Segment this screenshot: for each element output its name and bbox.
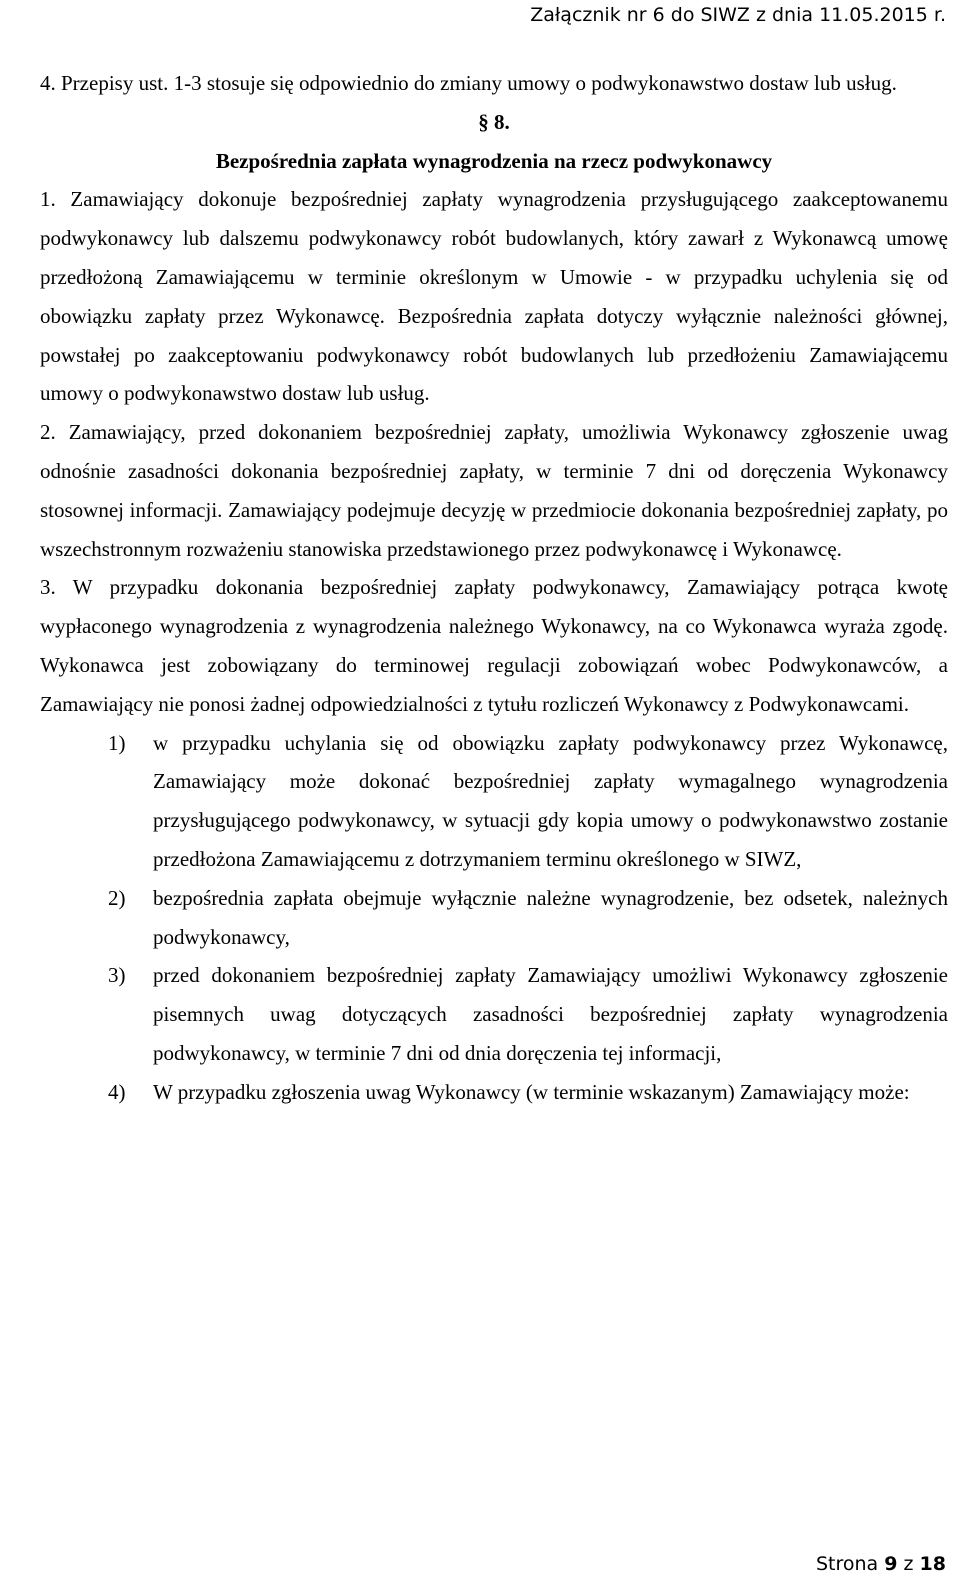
document-body [40, 64, 948, 1112]
paragraph-1: 1. Zamawiający dokonuje bezpośredniej zapłaty wynagrodzenia przysługującego zaakceptowanemu podwykonawcy lub dalszemu podwykonawcy robót budowlanych, który zawarł z Wykonawcą umowę przedłożoną Zamawiającemu w terminie określonym w Umowie - w przypadku uchylenia się od obowiązku zapłaty przez Wykonawcę. Bezpośrednia zapłata dotyczy wyłącznie należności głównej, powstałej po zaakceptowaniu podwykonawcy robót budowlanych lub przedłożeniu Zamawiającemu umowy o podwykonawstwo dostaw lub usług. [40, 187, 948, 406]
sub-point-text: przed dokonaniem bezpośredniej zapłaty Zamawiający umożliwi Wykonawcy zgłoszenie pisemnych uwag dotyczących zasadności bezpośredniej zapłaty wynagrodzenia podwykonawcy, w terminie 7 dni od dnia doręczenia tej informacji, [153, 963, 948, 1065]
paragraph-3: 3. W przypadku dokonania bezpośredniej zapłaty podwykonawcy, Zamawiający potrąca kwotę wypłaconego wynagrodzenia z wynagrodzenia należnego Wykonawcy, na co Wykonawca wyraża zgodę. Wykonawca jest zobowiązany do terminowej regulacji zobowiązań wobec Podwykonawców, a Zamawiający nie ponosi żadnej odpowiedzialności z tytułu rozliczeń Wykonawcy z Podwykonawcami. [40, 575, 948, 716]
paragraph-4-prev: 4. Przepisy ust. 1-3 stosuje się odpowiednio do zmiany umowy o podwykonawstwo dostaw lub usług. [40, 71, 897, 95]
sub-point-number: 3) [108, 963, 126, 988]
sub-point [40, 724, 948, 879]
header-note: Załącznik nr 6 do SIWZ z dnia 11.05.2015 r. [530, 4, 946, 26]
sub-point-text: bezpośrednia zapłata obejmuje wyłącznie należne wynagrodzenie, bez odsetek, należnych podwykonawcy, [153, 885, 948, 949]
page-footer [816, 1553, 946, 1575]
section-title: Bezpośrednia zapłata wynagrodzenia na rzecz podwykonawcy [215, 148, 773, 173]
sub-point [40, 1073, 948, 1112]
sub-point-number: 4) [108, 1079, 126, 1104]
paragraph-2: 2. Zamawiający, przed dokonaniem bezpośredniej zapłaty, umożliwia Wykonawcy zgłoszenie uwag odnośnie zasadności dokonania bezpośredniej zapłaty, w terminie 7 dni od doręczenia Wykonawcy stosownej informacji. Zamawiający podejmuje decyzję w przedmiocie dokonania bezpośredniej zapłaty, po wszechstronnym rozważeniu stanowiska przedstawionego przez podwykonawcę i Wykonawcę. [40, 420, 948, 561]
sub-point-text: w przypadku uchylania się od obowiązku zapłaty podwykonawcy przez Wykonawcę, Zamawiający może dokonać bezpośredniej zapłaty wymagalnego wynagrodzenia przysługującego podwykonawcy, w sytuacji gdy kopia umowy o podwykonawstwo zostanie przedłożona Zamawiającemu z dotrzymaniem terminu określonego w SIWZ, [153, 730, 948, 871]
section-number: § 8. [478, 109, 510, 134]
sub-point-number: 2) [108, 885, 126, 910]
page-label: Strona [815, 1553, 879, 1575]
sub-point-number: 1) [108, 730, 126, 755]
sub-point-text: W przypadku zgłoszenia uwag Wykonawcy (w terminie wskazanym) Zamawiający może: [153, 1079, 910, 1104]
page-separator: z [903, 1553, 914, 1575]
page-current: 9 [884, 1553, 898, 1575]
sub-point-list [40, 724, 948, 1112]
page-total: 18 [919, 1553, 946, 1575]
sub-point [40, 956, 948, 1072]
sub-point [40, 879, 948, 957]
